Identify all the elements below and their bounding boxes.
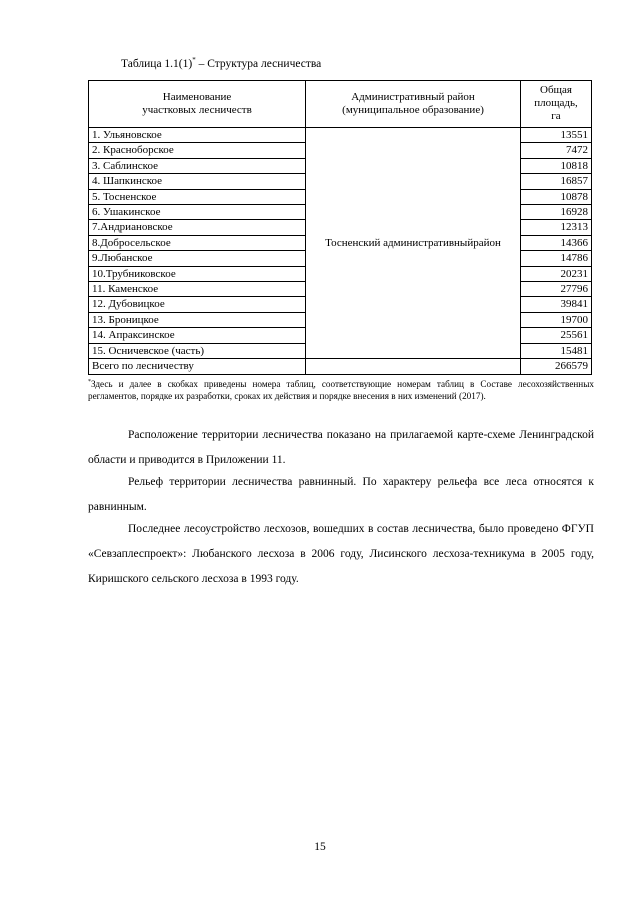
- row-area: 7472: [521, 143, 592, 158]
- footnote-text: Здесь и далее в скобках приведены номера таблиц, соответствующие номерам таблиц в Составе лесохозяйственных регламентов, порядке их разработки, сроках их действия и порядке внесения в них изменений (2017).: [88, 379, 594, 402]
- paragraph-location-text: Расположение территории лесничества показано на прилагаемой карте-схеме Ленинградской области и приводится в Приложении 11.: [88, 429, 594, 466]
- footnote: [88, 376, 594, 403]
- footnote-mark: *: [88, 379, 91, 385]
- header-district-line2: (муниципальное образование): [342, 103, 484, 116]
- row-name: 1. Ульяновское: [89, 128, 306, 143]
- paragraph-relief-text: Рельеф территории лесничества равнинный. По характеру рельефа все леса относятся к равнинным.: [88, 476, 594, 513]
- row-name: 11. Каменское: [89, 282, 306, 297]
- row-name: 9.Любанское: [89, 251, 306, 266]
- header-area-line1: Общая: [540, 84, 572, 96]
- row-name: 5. Тосненское: [89, 189, 306, 204]
- header-name: [89, 81, 306, 128]
- row-area: 14786: [521, 251, 592, 266]
- paragraph-inventory-text: Последнее лесоустройство лесхозов, вошедших в состав лесничества, было проведено ФГУП «Севзаплеспроект»: Любанского лесхоза в 2006 году, Лисинского лесхоза-техникума в 2005 году, Киришского сельского лесхоза в 1993 году.: [88, 523, 594, 585]
- row-area: 12313: [521, 220, 592, 235]
- total-area: 266579: [521, 359, 592, 374]
- row-area: 16928: [521, 205, 592, 220]
- row-area: 13551: [521, 128, 592, 143]
- table-caption: [121, 56, 321, 70]
- header-area-line2: площадь,: [534, 97, 578, 109]
- total-empty-cell: [306, 359, 521, 374]
- district-cell: Тосненский административныйрайон: [306, 128, 521, 359]
- page-number: 15: [314, 841, 326, 853]
- header-name-line1: Наименование: [162, 90, 232, 103]
- header-district: [306, 81, 521, 128]
- header-district-line1: Административный район: [351, 90, 475, 103]
- paragraph-location: [88, 423, 594, 473]
- caption-footnote-mark: *: [192, 56, 196, 64]
- header-area-line3: га: [551, 110, 561, 122]
- total-label: Всего по лесничеству: [89, 359, 306, 374]
- caption-text: Таблица 1.1(1): [121, 57, 193, 70]
- row-name: 7.Андриановское: [89, 220, 306, 235]
- row-name: 8.Добросельское: [89, 235, 306, 250]
- row-name: 13. Броницкое: [89, 312, 306, 327]
- row-area: 25561: [521, 328, 592, 343]
- row-name: 6. Ушакинское: [89, 205, 306, 220]
- caption-title: – Структура лесничества: [195, 57, 322, 70]
- row-area: 19700: [521, 312, 592, 327]
- row-area: 10878: [521, 189, 592, 204]
- paragraph-inventory: [88, 517, 594, 592]
- header-area: [521, 81, 592, 128]
- row-name: 2. Красноборское: [89, 143, 306, 158]
- row-area: 15481: [521, 343, 592, 358]
- row-name: 15. Осничевское (часть): [89, 343, 306, 358]
- paragraph-relief: [88, 470, 594, 520]
- row-area: 20231: [521, 266, 592, 281]
- row-area: 16857: [521, 174, 592, 189]
- row-area: 14366: [521, 235, 592, 250]
- row-name: 3. Саблинское: [89, 158, 306, 173]
- table-row: [89, 128, 592, 143]
- forestry-table: [88, 80, 592, 375]
- row-area: 39841: [521, 297, 592, 312]
- table-total-row: [89, 359, 592, 374]
- row-name: 12. Дубовицкое: [89, 297, 306, 312]
- row-area: 10818: [521, 158, 592, 173]
- row-name: 4. Шапкинское: [89, 174, 306, 189]
- row-name: 14. Апраксинское: [89, 328, 306, 343]
- header-name-line2: участковых лесничеств: [142, 103, 252, 116]
- row-name: 10.Трубниковское: [89, 266, 306, 281]
- table-header-row: [89, 81, 592, 128]
- row-area: 27796: [521, 282, 592, 297]
